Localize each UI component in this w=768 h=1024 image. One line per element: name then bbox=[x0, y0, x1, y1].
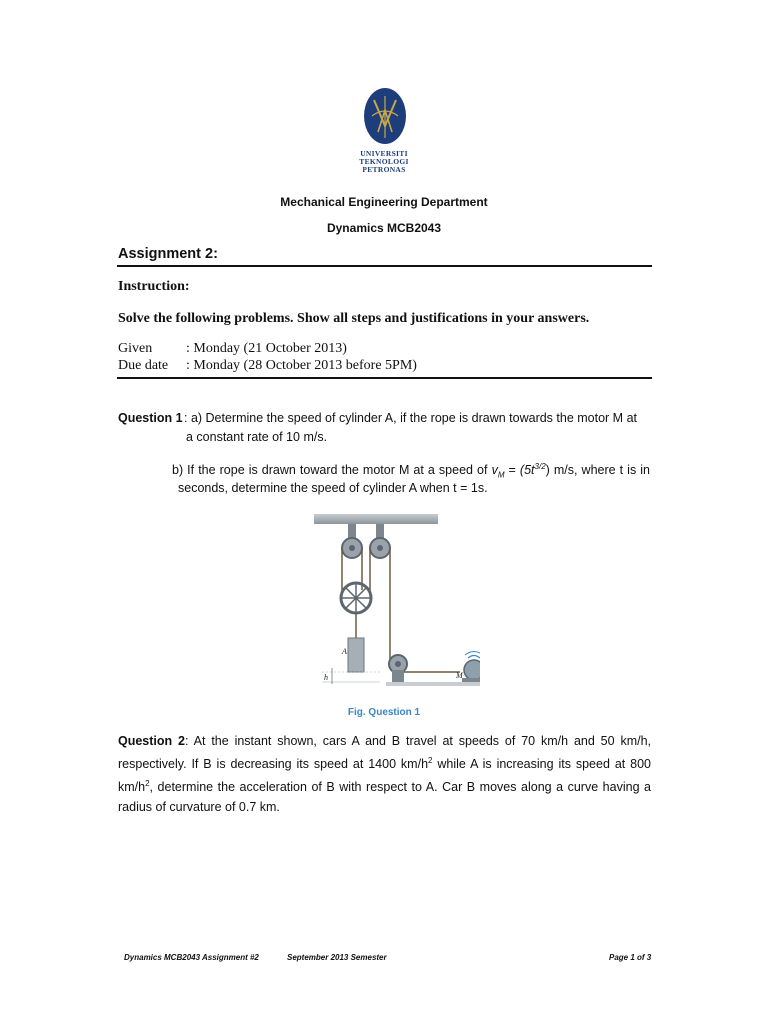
course-heading: Dynamics MCB2043 bbox=[326, 221, 442, 235]
question-1-part-b: b) If the rope is drawn toward the motor M at a speed of $v_M = (5t^{3/2})$ m/s, where t is in bbox=[172, 462, 651, 480]
logo-text bbox=[344, 150, 424, 174]
logo-line: TEKNOLOGI bbox=[359, 157, 409, 166]
question-1-part-b-cont: seconds, determine the speed of cylinder A when t = 1s. bbox=[178, 481, 488, 495]
instruction-label: Instruction: bbox=[118, 279, 190, 294]
part-b-formula: ($5t^{3/2}$ bbox=[519, 462, 546, 478]
instruction-text: Solve the following problems. Show all steps and justifications in your answers. bbox=[118, 311, 590, 326]
footer-center: September 2013 Semester bbox=[287, 953, 387, 962]
question-2-text: : At the instant shown, cars A and B travel at speeds of 70 km/h and 50 km/h, respectively. If B is decreasing its speed at 1400 km/h bbox=[118, 734, 652, 772]
question-2-label: Question 2 bbox=[118, 734, 185, 748]
logo-line: UNIVERSITI bbox=[360, 149, 408, 158]
question-1-label: Question 1 bbox=[118, 411, 183, 425]
footer-left: Dynamics MCB2043 Assignment #2 bbox=[124, 953, 259, 962]
question-2: Question 2: At the instant shown, cars A and B travel at speeds of 70 km/h and 50 km/h, respectively. If B is decreasing its speed at 1400 $km/h^2$ while A is increasing its speed at 800 $km/h^2$, determine the acceleration of B with respect to A. Car B moves along a curve having a radius of curvature of 0.7 km. bbox=[118, 734, 652, 815]
label-a: A bbox=[342, 647, 347, 656]
divider bbox=[117, 265, 652, 267]
given-value: : Monday (21 October 2013) bbox=[186, 341, 347, 356]
divider bbox=[117, 377, 652, 379]
part-b-text: b) If the rope is drawn toward the motor M at a speed of bbox=[172, 463, 488, 478]
given-label: Given bbox=[118, 341, 153, 356]
due-value: : Monday (28 October 2013 before 5PM) bbox=[186, 358, 417, 373]
velocity-symbol: $v_M$ bbox=[491, 463, 505, 480]
assignment-title: Assignment 2: bbox=[118, 246, 218, 262]
department-heading: Mechanical Engineering Department bbox=[280, 195, 488, 209]
due-label: Due date bbox=[118, 358, 169, 373]
label-m: M bbox=[456, 671, 463, 680]
figure-caption: Fig. Question 1 bbox=[347, 707, 421, 718]
footer-right: Page 1 of 3 bbox=[609, 953, 652, 962]
question-1-part-a: : a) Determine the speed of cylinder A, if the rope is drawn towards the motor M at bbox=[184, 411, 637, 425]
part-b-text-end: ) m/s, where t is in bbox=[545, 463, 651, 478]
question-1-part-a-cont: a constant rate of 10 m/s. bbox=[186, 430, 328, 444]
label-h: h bbox=[324, 673, 328, 682]
pulley-figure bbox=[310, 510, 480, 690]
logo-line: PETRONAS bbox=[362, 165, 406, 174]
